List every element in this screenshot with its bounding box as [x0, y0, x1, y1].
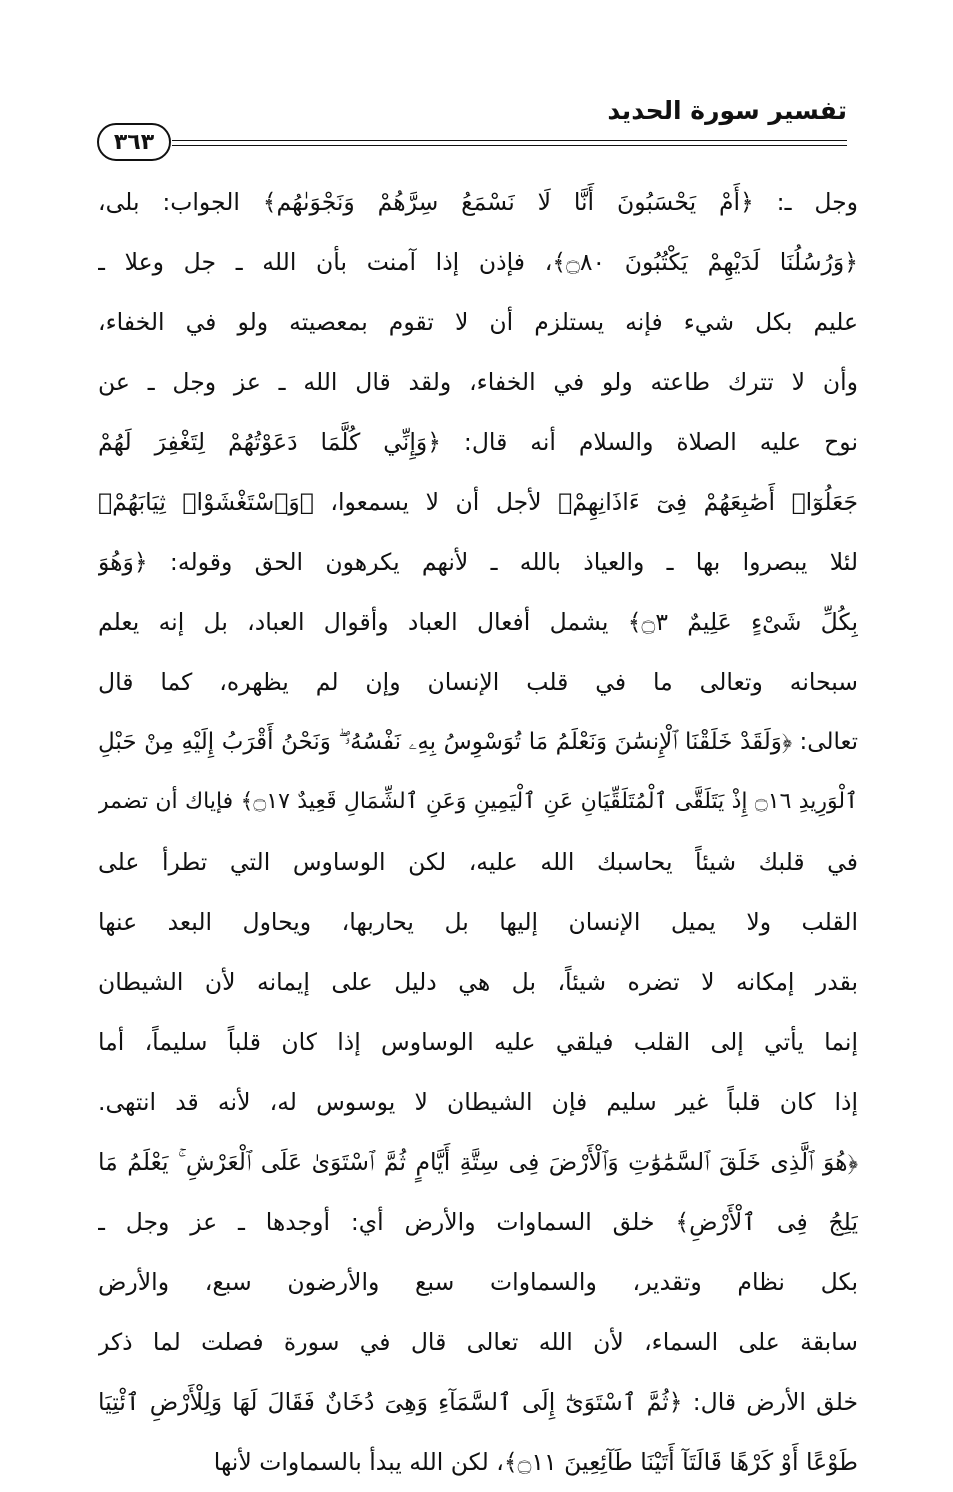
running-title: تفسير سورة الحديد	[607, 96, 847, 125]
page-number: ٣٦٣	[97, 123, 171, 161]
text-line: يَلِجُ فِى ٱلْأَرْضِ﴾ خلق السماوات والأرض أي: أوجدها ـ عز وجل ـ	[98, 1208, 858, 1236]
text-line: وأن لا تترك طاعته ولو في الخفاء، ولقد قال الله ـ عز وجل ـ عن	[98, 368, 858, 396]
text-line: وجل ـ: ﴿أَمْ يَحْسَبُونَ أَنَّا لَا نَسْمَعُ سِرَّهُمْ وَنَجْوَىٰهُم﴾ الجواب: بلى،	[98, 188, 858, 216]
text-line: تعالى: ﴿وَلَقَدْ خَلَقْنَا ٱلْإِنسَٰنَ وَنَعْلَمُ مَا تُوَسْوِسُ بِهِۦ نَفْسُهُۥ ۖ وَنَحْنُ أَقْرَبُ إِلَيْهِ مِنْ حَبْلِ	[98, 729, 858, 755]
text-line: سابقة على السماء، لأن الله تعالى قال في سورة فصلت لما ذكر	[98, 1328, 858, 1356]
text-line: إنما يأتي إلى القلب فيلقي عليه الوساوس إذا كان قلباً سليماً، أما	[98, 1028, 858, 1056]
text-line: ﴿هُوَ ٱلَّذِى خَلَقَ ٱلسَّمَٰوَٰتِ وَٱلْأَرْضَ فِى سِتَّةِ أَيَّامٍ ثُمَّ ٱسْتَوَىٰ عَلَى ٱلْعَرْشِ ۚ يَعْلَمُ مَا	[98, 1148, 858, 1176]
header-rule-top	[172, 140, 847, 141]
text-line: طَوْعًا أَوْ كَرْهًا قَالَتَآ أَتَيْنَا طَآئِعِينَ ۝١١﴾، لكن الله يبدأ بالسماوات لأنها	[213, 1448, 858, 1476]
text-line: ﴿وَرُسُلُنَا لَدَيْهِمْ يَكْتُبُونَ ۝٨٠﴾، فإذن إذا آمنت بأن الله ـ جل وعلا ـ	[98, 248, 858, 276]
header-rule-bottom	[172, 145, 847, 146]
text-line: ٱلْوَرِيدِ ۝١٦ إِذْ يَتَلَقَّى ٱلْمُتَلَقِّيَانِ عَنِ ٱلْيَمِينِ وَعَنِ ٱلشِّمَالِ قَعِيدٌ ۝١٧﴾ فإياك أن تضمر	[98, 789, 858, 814]
text-line: بكل نظام وتقدير، والسماوات سبع والأرضون سبع، والأرض	[98, 1268, 858, 1296]
text-line: نوح عليه الصلاة والسلام أنه قال: ﴿وَإِنِّي كُلَّمَا دَعَوْتُهُمْ لِتَغْفِرَ لَهُمْ	[98, 428, 858, 456]
text-line: خلق الأرض قال: ﴿ثُمَّ ٱسْتَوَىٰٓ إِلَى ٱلسَّمَآءِ وَهِىَ دُخَانٌ فَقَالَ لَهَا وَلِلْأَرْضِ ٱئْتِيَا	[98, 1388, 858, 1416]
text-line: عليم بكل شيء فإنه يستلزم أن لا تقوم بمعصيته ولو في الخفاء،	[98, 308, 858, 336]
text-line: بقدر إمكانه لا تضره شيئاً، بل هي دليل على إيمانه لأن الشيطان	[98, 968, 858, 996]
text-line: جَعَلُوٓا۟ أَصَٰبِعَهُمْ فِىٓ ءَاذَانِهِمْ﴾ لأجل أن لا يسمعوا، ﴿وَٱسْتَغْشَوْا۟ ثِيَابَهُمْ﴾	[98, 488, 858, 516]
text-line: سبحانه وتعالى ما في قلب الإنسان وإن لم يظهره، كما قال	[98, 668, 858, 696]
text-line: إذا كان قلباً غير سليم فإن الشيطان لا يوسوس له، لأنه قد انتهى.	[98, 1088, 858, 1116]
text-line: القلب ولا يميل الإنسان إليها بل يحاربها، ويحاول البعد عنها	[98, 908, 858, 936]
text-line: لئلا يبصروا بها ـ والعياذ بالله ـ لأنهم يكرهون الحق وقوله: ﴿وَهُوَ	[98, 548, 858, 576]
text-line: في قلبك شيئاً يحاسبك الله عليه، لكن الوساوس التي تطرأ على	[98, 848, 858, 876]
body-text	[98, 172, 858, 1492]
text-line: بِكُلِّ شَىْءٍ عَلِيمٌ ۝٣﴾ يشمل أفعال العباد وأقوال العباد، بل إنه يعلم	[98, 608, 858, 636]
